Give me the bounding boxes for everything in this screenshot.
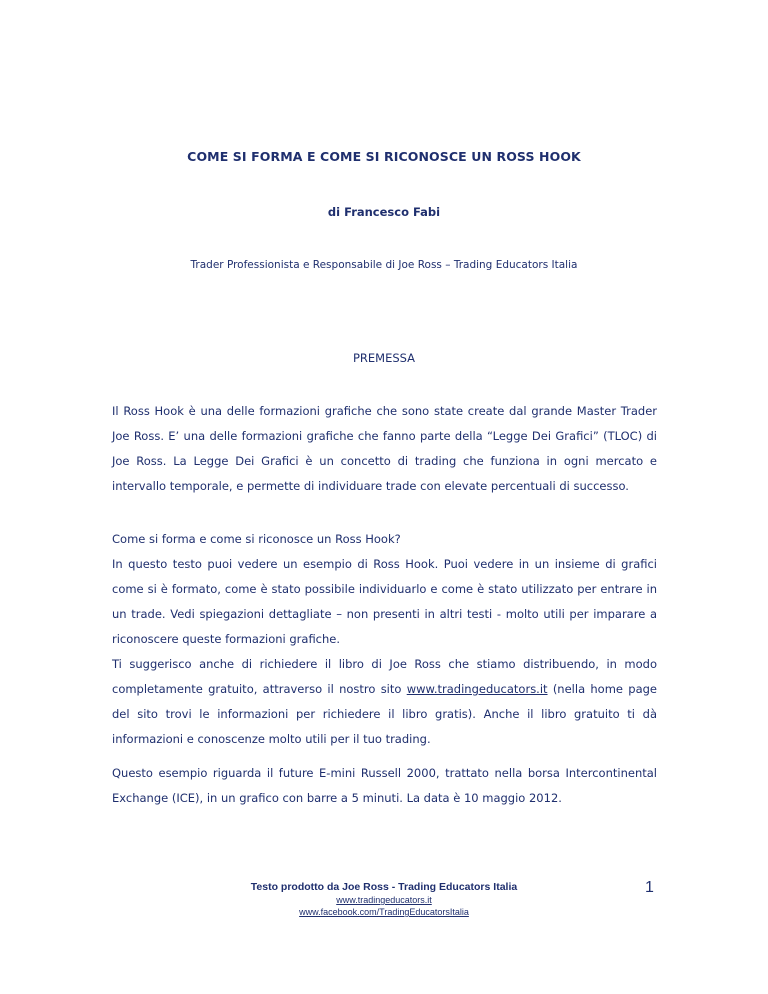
footer-website-link[interactable]: www.tradingeducators.it (336, 895, 432, 905)
footer-facebook-link[interactable]: www.facebook.com/TradingEducatorsItalia (299, 907, 469, 917)
author-role: Trader Professionista e Responsabile di Joe Ross – Trading Educators Italia (190, 259, 578, 271)
question-line: Come si forma e come si riconosce un Ross Hook? (112, 532, 401, 546)
book-paragraph-start: Ti suggerisco anche di richiedere il libro di Joe Ross che stiamo distribuendo, in modo completamente gratuito, attraverso il nostro sito (112, 657, 657, 696)
example-details-paragraph: Questo esempio riguarda il future E-mini Russell 2000, trattato nella borsa Intercontinental Exchange (ICE), in un grafico con barre a 5 minuti. La data è 10 maggio 2012. (112, 766, 657, 805)
intro-paragraph: Il Ross Hook è una delle formazioni grafiche che sono state create dal grande Master Trader Joe Ross. E’ una delle formazioni grafiche che fanno parte della “Legge Dei Grafici” (TLOC) di Joe Ross. La Legge Dei Grafici è un concetto di trading che funziona in ogni mercato e intervallo temporale, e permette di individuare trade con elevate percentuali di successo. (112, 404, 657, 493)
page-number: 1 (645, 879, 654, 896)
book-paragraph (112, 652, 657, 752)
site-link[interactable]: www.tradingeducators.it (406, 682, 548, 696)
example-paragraph: In questo testo puoi vedere un esempio di Ross Hook. Puoi vedere in un insieme di grafici come si è formato, come è stato possibile individuarlo e come è stato utilizzato per entrare in un trade. Vedi spiegazioni dettagliate – non presenti in altri testi - molto utili per imparare a riconoscere queste formazioni grafiche. (112, 557, 657, 646)
book-paragraph-end: (nella home page del sito trovi le informazioni per richiedere il libro gratis). Anche il libro gratuito ti dà informazioni e conoscenze molto utili per il tuo trading. (112, 682, 657, 746)
section-heading: PREMESSA (352, 351, 416, 365)
document-title: COME SI FORMA E COME SI RICONOSCE UN ROSS HOOK (187, 149, 581, 164)
author-line: di Francesco Fabi (327, 205, 441, 219)
question-block (112, 527, 657, 752)
footer-produced-by: Testo prodotto da Joe Ross - Trading Educators Italia (250, 881, 518, 893)
